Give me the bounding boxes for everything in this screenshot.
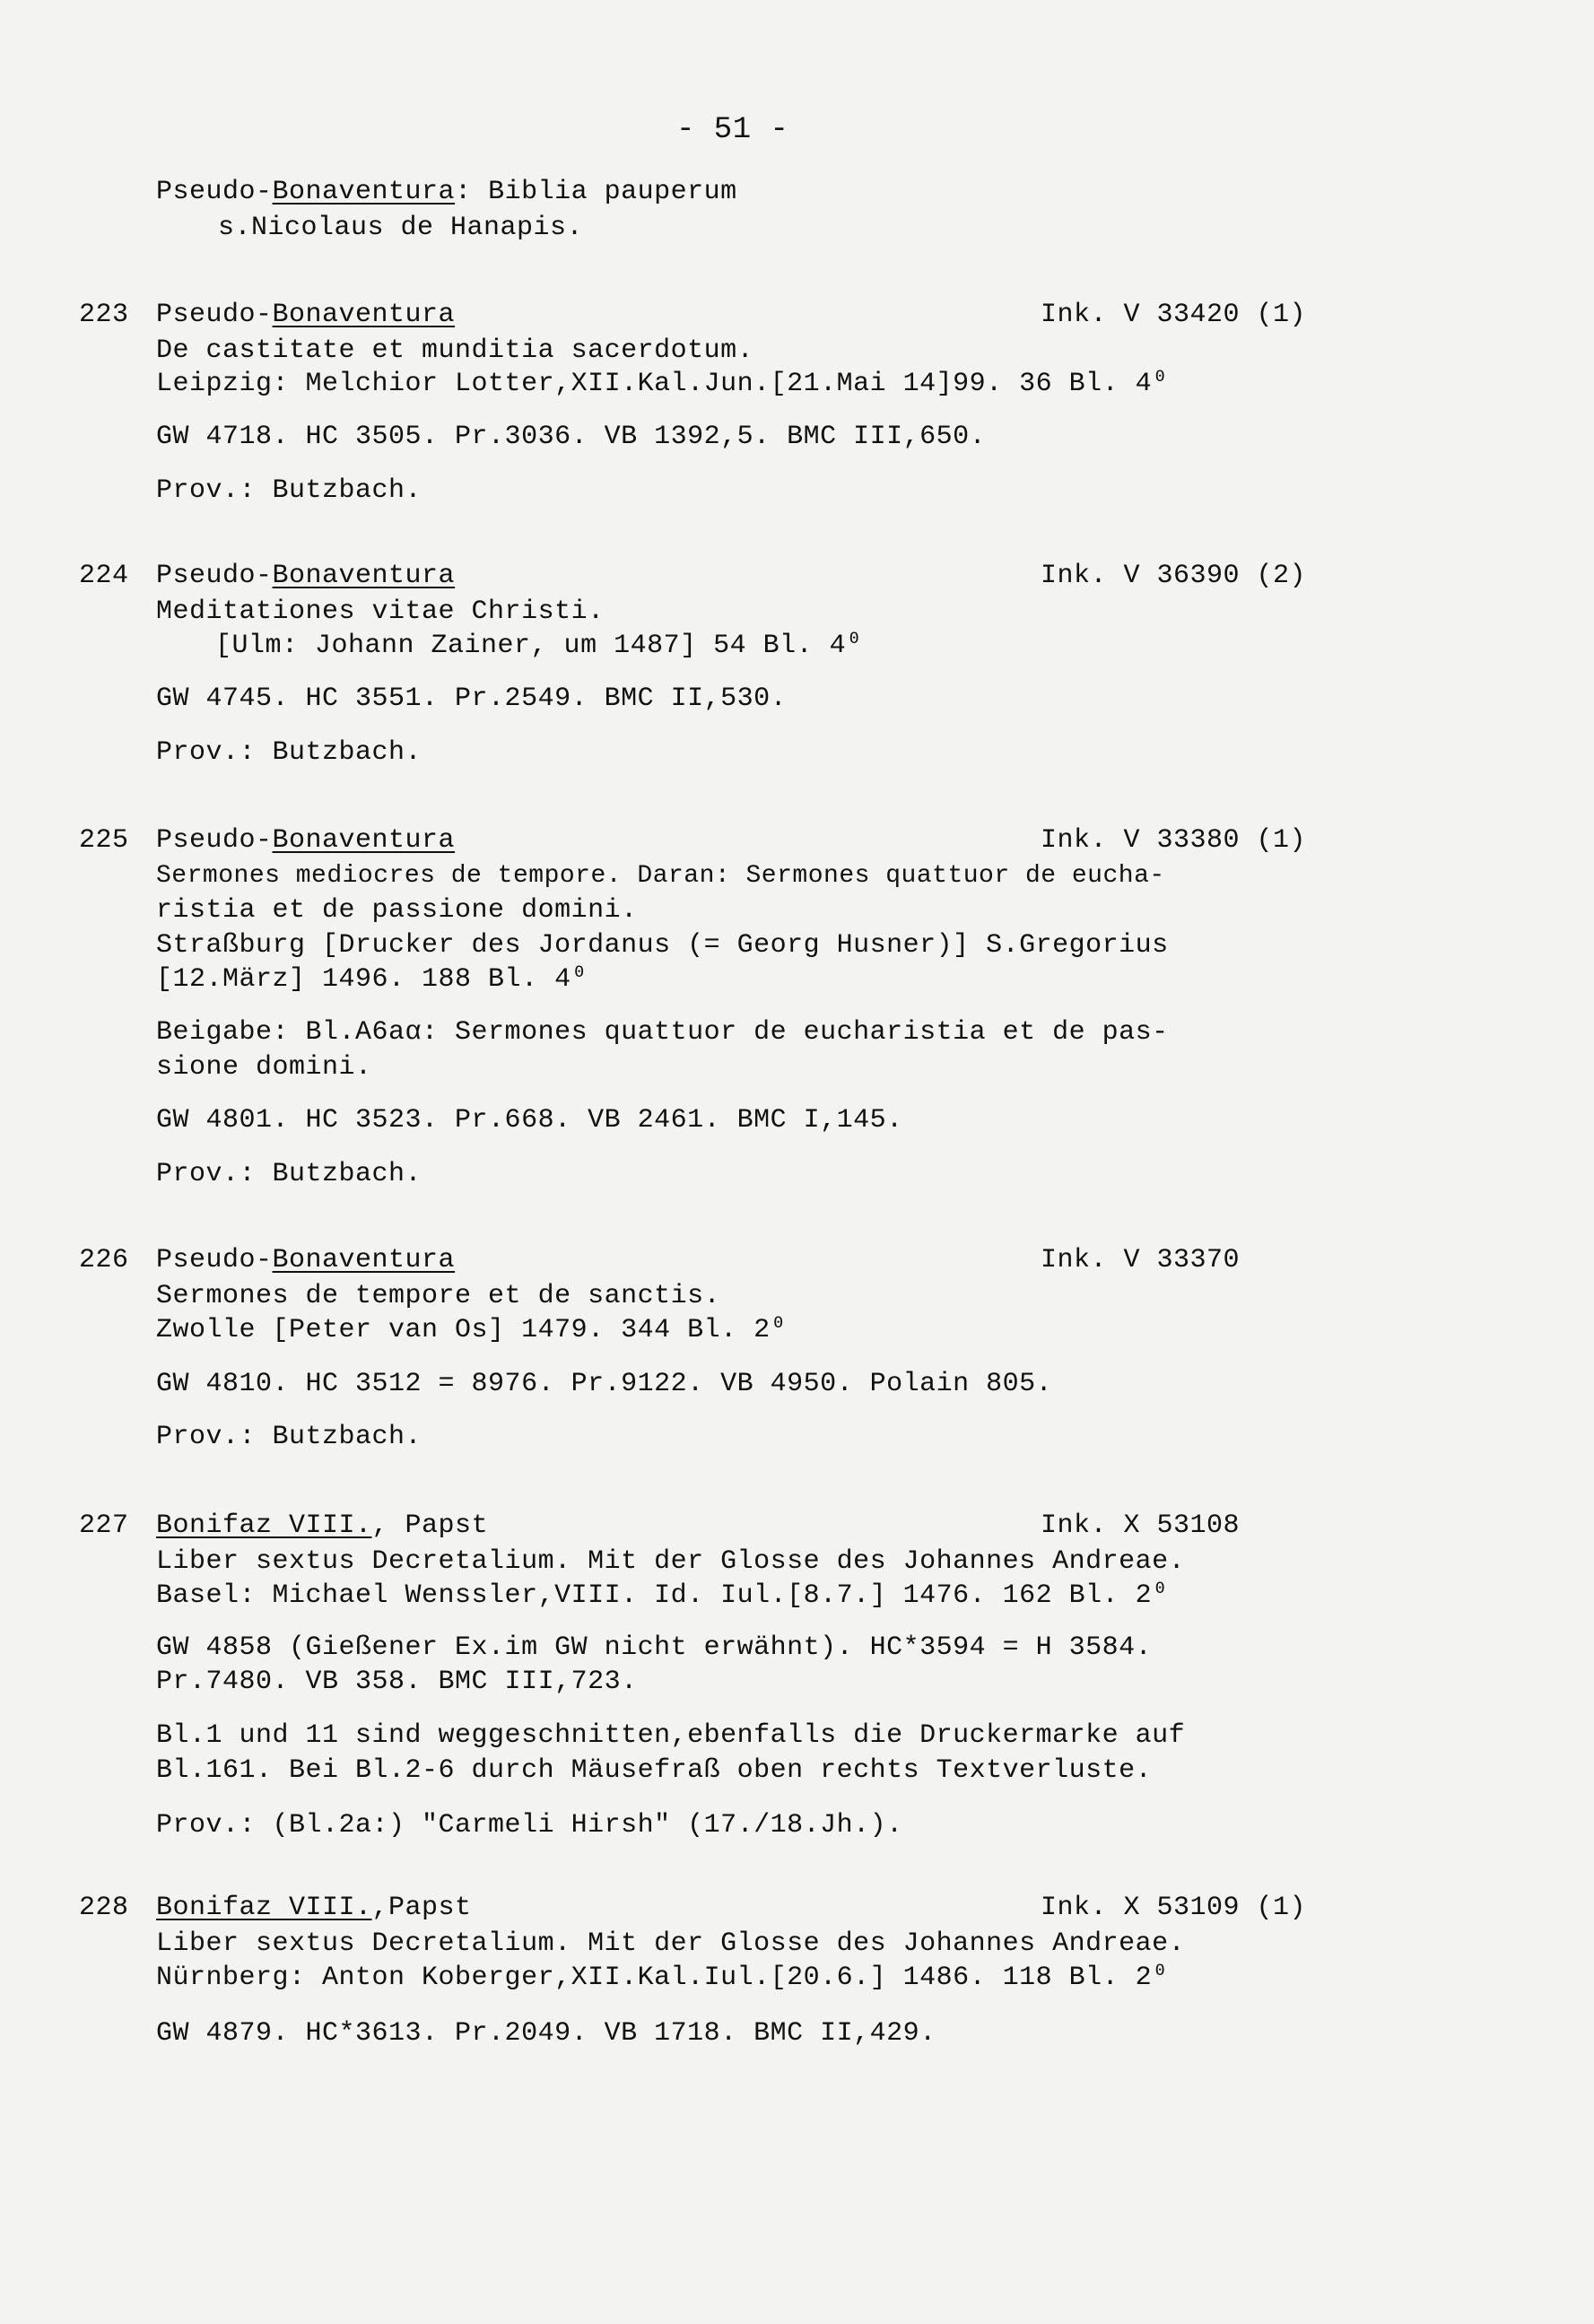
author-prefix: Pseudo- xyxy=(156,1245,273,1275)
provenance: Prov.: Butzbach. xyxy=(156,737,422,768)
entry-line: Liber sextus Decretalium. Mit der Glosse des Johannes Andreae. xyxy=(156,1928,1186,1959)
entry-line: Pr.7480. VB 358. BMC III,723. xyxy=(156,1667,638,1697)
entry-line: Liber sextus Decretalium. Mit der Glosse des Johannes Andreae. xyxy=(156,1546,1186,1577)
entry-number: 228 xyxy=(79,1893,129,1923)
entry-line: Bl.161. Bei Bl.2-6 durch Mäusefraß oben rechts Textverluste. xyxy=(156,1755,1153,1786)
reference-title: : Biblia pauperum xyxy=(455,177,737,207)
entry-author-line xyxy=(156,825,455,856)
author-name: Bonifaz VIII. xyxy=(156,1510,372,1541)
entry-number: 226 xyxy=(79,1245,129,1275)
entry-line: ristia et de passione domini. xyxy=(156,895,638,926)
author-name: Bonaventura xyxy=(272,1245,456,1275)
shelfmark: Ink. V 36390 (2) xyxy=(1041,561,1307,591)
shelfmark: Ink. X 53109 (1) xyxy=(1041,1893,1307,1923)
entry-line: Nürnberg: Anton Koberger,XII.Kal.Iul.[20.6.] 1486. 118 Bl. 2⁰ xyxy=(156,1963,1169,1993)
entry-line: GW 4810. HC 3512 = 8976. Pr.9122. VB 4950. Polain 805. xyxy=(156,1369,1053,1399)
reference-heading xyxy=(156,177,737,207)
author-prefix: Pseudo- xyxy=(156,300,273,330)
shelfmark: Ink. V 33380 (1) xyxy=(1041,825,1307,856)
entry-author-line xyxy=(156,300,455,330)
entry-line: Sermones de tempore et de sanctis. xyxy=(156,1281,721,1311)
author-name: Bonifaz VIII. xyxy=(156,1893,372,1923)
entry-author-line xyxy=(156,1893,472,1923)
shelfmark: Ink. X 53108 xyxy=(1041,1510,1241,1541)
entry-author-line xyxy=(156,1510,488,1541)
entry-author-line xyxy=(156,561,455,591)
author-name: Bonaventura xyxy=(272,300,456,330)
entry-line: GW 4718. HC 3505. Pr.3036. VB 1392,5. BMC III,650. xyxy=(156,422,987,452)
entry-number: 224 xyxy=(79,561,129,591)
entry-line: Meditationes vitae Christi. xyxy=(156,596,605,627)
page-number: - 51 - xyxy=(676,113,789,147)
entry-number: 225 xyxy=(79,825,129,856)
entry-line: Bl.1 und 11 sind weggeschnitten,ebenfalls die Druckermarke auf xyxy=(156,1720,1186,1751)
entry-number: 223 xyxy=(79,300,129,330)
entry-line: Basel: Michael Wenssler,VIII. Id. Iul.[8.7.] 1476. 162 Bl. 2⁰ xyxy=(156,1580,1169,1611)
entry-line: GW 4858 (Gießener Ex.im GW nicht erwähnt). HC*3594 = H 3584. xyxy=(156,1632,1153,1663)
entry-line: Straßburg [Drucker des Jordanus (= Georg Husner)] S.Gregorius xyxy=(156,930,1169,961)
entry-author-line xyxy=(156,1245,455,1275)
shelfmark: Ink. V 33370 xyxy=(1041,1245,1241,1275)
entry-line: Beigabe: Bl.A6aα: Sermones quattuor de eucharistia et de pas- xyxy=(156,1017,1169,1048)
author-suffix: , Papst xyxy=(371,1510,489,1541)
author-name: Bonaventura xyxy=(272,561,456,591)
entry-line: Zwolle [Peter van Os] 1479. 344 Bl. 2⁰ xyxy=(156,1315,788,1345)
entry-number: 227 xyxy=(79,1510,129,1541)
author-prefix: Pseudo- xyxy=(156,825,273,856)
author-name: Bonaventura xyxy=(272,825,456,856)
entry-line: GW 4879. HC*3613. Pr.2049. VB 1718. BMC II,429. xyxy=(156,2018,936,2049)
entry-line: sione domini. xyxy=(156,1052,372,1083)
entry-line: Sermones mediocres de tempore. Daran: Sermones quattuor de eucha- xyxy=(156,862,1165,890)
reference-author: Bonaventura xyxy=(272,177,456,207)
entry-line: GW 4801. HC 3523. Pr.668. VB 2461. BMC I,145. xyxy=(156,1105,903,1136)
provenance: Prov.: Butzbach. xyxy=(156,475,422,506)
entry-line: GW 4745. HC 3551. Pr.2549. BMC II,530. xyxy=(156,683,788,714)
reference-prefix: Pseudo- xyxy=(156,177,273,207)
author-prefix: Pseudo- xyxy=(156,561,273,591)
author-suffix: ,Papst xyxy=(371,1893,472,1923)
provenance: Prov.: (Bl.2a:) "Carmeli Hirsh" (17./18.Jh.). xyxy=(156,1810,903,1841)
entry-line: [12.März] 1496. 188 Bl. 4⁰ xyxy=(156,964,588,995)
reference-line-2: s.Nicolaus de Hanapis. xyxy=(218,213,584,243)
entry-line: [Ulm: Johann Zainer, um 1487] 54 Bl. 4⁰ xyxy=(215,631,863,661)
entry-line: Leipzig: Melchior Lotter,XII.Kal.Jun.[21.Mai 14]99. 36 Bl. 4⁰ xyxy=(156,369,1169,399)
shelfmark: Ink. V 33420 (1) xyxy=(1041,300,1307,330)
provenance: Prov.: Butzbach. xyxy=(156,1422,422,1452)
entry-line: De castitate et munditia sacerdotum. xyxy=(156,335,754,366)
provenance: Prov.: Butzbach. xyxy=(156,1159,422,1189)
